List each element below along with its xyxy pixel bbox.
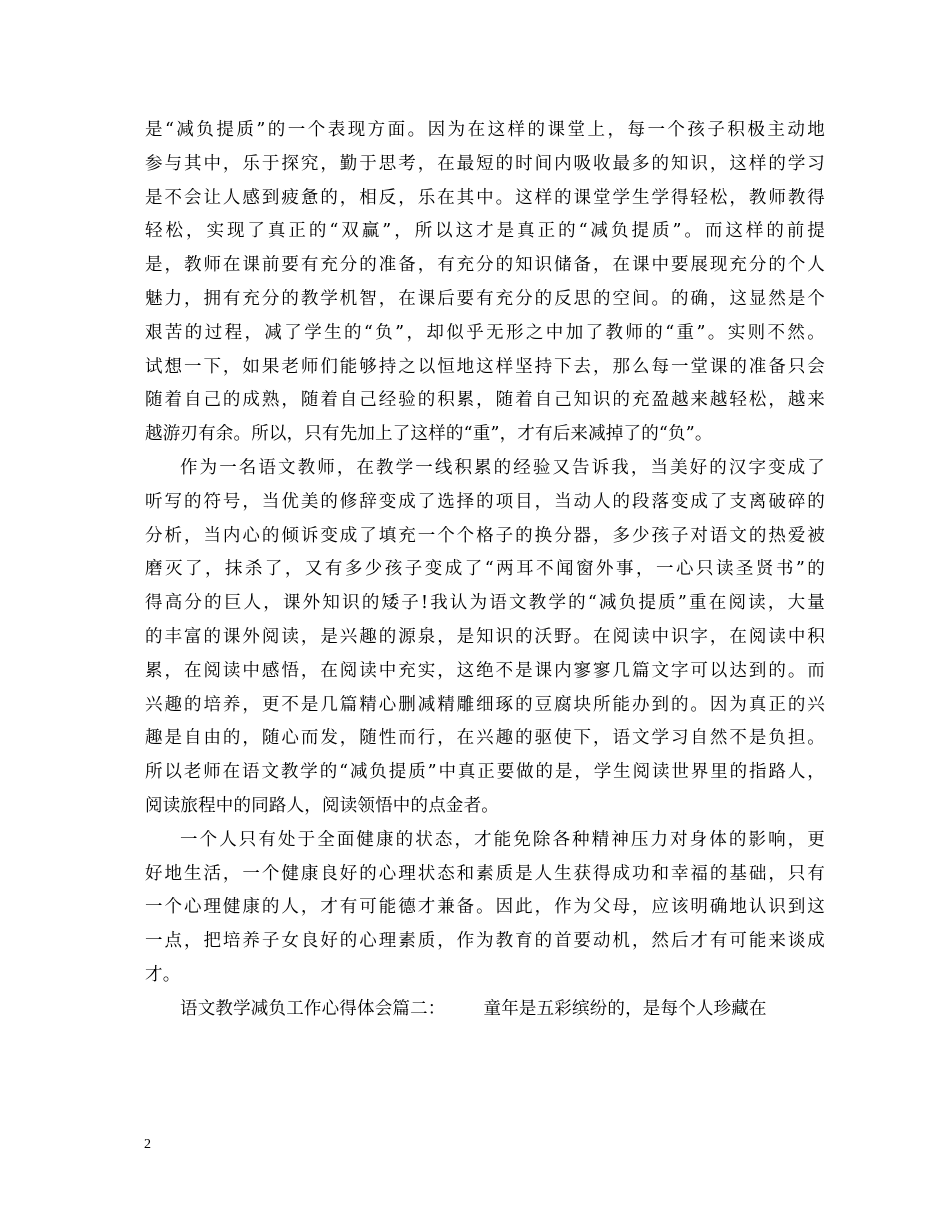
text-line-3: 是不会让人感到疲惫的，相反，乐在其中。这样的课堂学生学得轻松，教师教得 bbox=[145, 187, 825, 208]
text-line-23: 好地生活，一个健康良好的心理状态和素质是人生获得成功和幸福的基础，只有 bbox=[145, 863, 825, 884]
text-line-4: 轻松，实现了真正的“双赢”，所以这才是真正的“减负提质”。而这样的前提 bbox=[145, 221, 825, 242]
text-line-18: 兴趣的培养，更不是几篇精心删减精雕细琢的豆腐块所能办到的。因为真正的兴 bbox=[145, 694, 825, 715]
text-line-16: 的丰富的课外阅读，是兴趣的源泉，是知识的沃野。在阅读中识字，在阅读中积 bbox=[145, 626, 825, 647]
text-line-1: 是“减负提质”的一个表现方面。因为在这样的课堂上，每一个孩子积极主动地 bbox=[145, 120, 825, 140]
text-line-7: 艰苦的过程，减了学生的“负”，却似乎无形之中加了教师的“重”。实则不然。 bbox=[145, 322, 825, 343]
text-line-10: 越游刃有余。所以，只有先加上了这样的“重”，才有后来减掉了的“负”。 bbox=[145, 424, 713, 445]
text-line-22: 一个人只有处于全面健康的状态，才能免除各种精神压力对身体的影响，更 bbox=[180, 829, 825, 850]
page-number: 2 bbox=[144, 1137, 151, 1152]
text-line-21: 阅读旅程中的同路人，阅读领悟中的点金者。 bbox=[145, 795, 499, 816]
text-line-24: 一个心理健康的人，才有可能德才兼备。因此，作为父母，应该明确地认识到这 bbox=[145, 897, 825, 918]
text-line-5: 是，教师在课前要有充分的准备，有充分的知识储备，在课中要展现充分的个人 bbox=[145, 255, 825, 276]
text-line-20: 所以老师在语文教学的“减负提质”中真正要做的是，学生阅读世界里的指路人， bbox=[145, 762, 825, 783]
text-line-26: 才。 bbox=[145, 964, 181, 985]
text-line-17: 累，在阅读中感悟，在阅读中充实，这绝不是课内寥寥几篇文字可以达到的。而 bbox=[145, 660, 825, 681]
text-line-14: 磨灭了，抹杀了，又有多少孩子变成了“两耳不闻窗外事，一心只读圣贤书”的 bbox=[145, 559, 825, 580]
text-line-6: 魅力，拥有充分的教学机智，在课后要有充分的反思的空间。的确，这显然是个 bbox=[145, 288, 825, 309]
text-line-15: 得高分的巨人，课外知识的矮子!我认为语文教学的“减负提质”重在阅读，大量 bbox=[145, 593, 825, 614]
text-line-12: 听写的符号，当优美的修辞变成了选择的项目，当动人的段落变成了支离破碎的 bbox=[145, 491, 825, 512]
body-text bbox=[145, 114, 825, 1027]
text-line-8: 试想一下，如果老师们能够持之以恒地这样坚持下去，那么每一堂课的准备只会 bbox=[145, 356, 825, 377]
text-line-13: 分析，当内心的倾诉变成了填充一个个格子的换分器，多少孩子对语文的热爱被 bbox=[145, 525, 825, 546]
section-heading: 语文教学减负工作心得体会篇二： bbox=[180, 998, 446, 1019]
text-line-9: 随着自己的成熟，随着自己经验的积累，随着自己知识的充盈越来越轻松，越来 bbox=[145, 390, 825, 411]
text-line-11: 作为一名语文教师，在教学一线积累的经验又告诉我，当美好的汉字变成了 bbox=[180, 457, 825, 478]
text-line-25: 一点，把培养子女良好的心理素质，作为教育的首要动机，然后才有可能来谈成 bbox=[145, 931, 825, 952]
section-heading-line bbox=[145, 993, 825, 1027]
text-line-2: 参与其中，乐于探究，勤于思考，在最短的时间内吸收最多的知识，这样的学习 bbox=[145, 153, 825, 174]
text-line-19: 趣是自由的，随心而发，随性而行，在兴趣的驱使下，语文学习自然不是负担。 bbox=[145, 728, 825, 749]
section-continuation: 童年是五彩缤纷的，是每个人珍藏在 bbox=[483, 998, 767, 1019]
